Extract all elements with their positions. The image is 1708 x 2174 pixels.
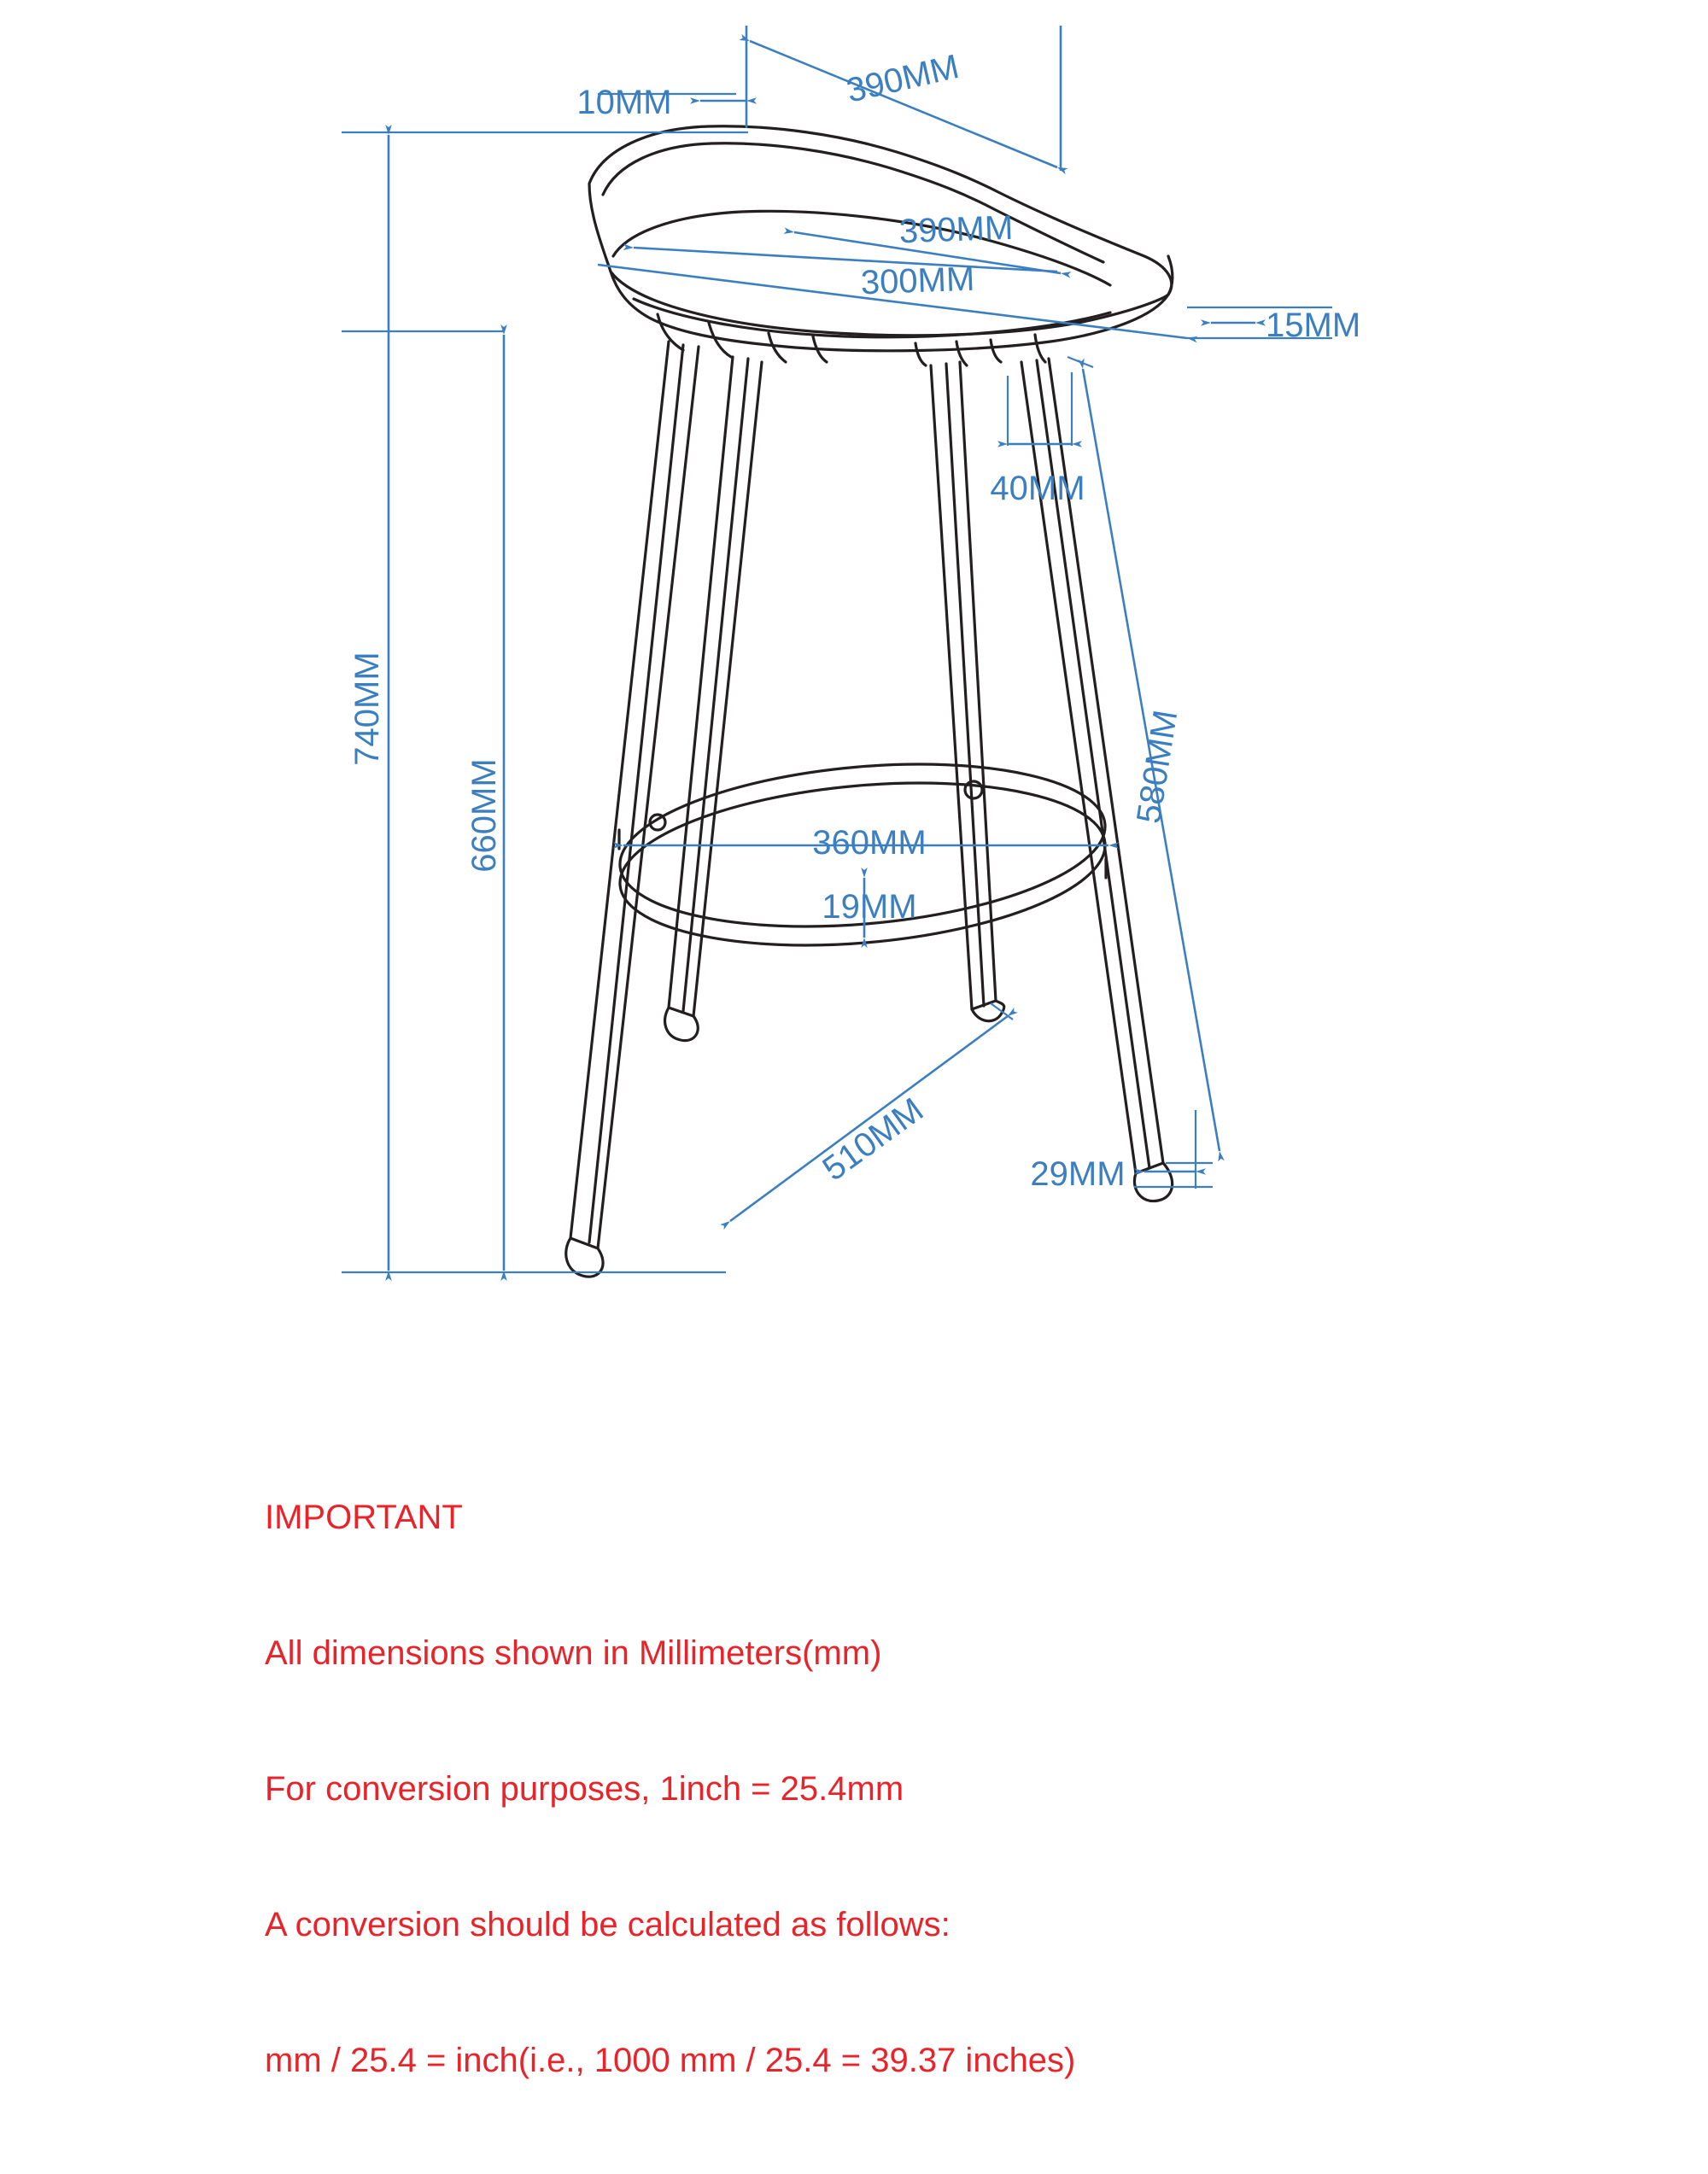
dimension-labels: [348, 48, 1360, 1193]
dim-seat-depth: 300MM: [860, 260, 975, 302]
notes-line-4: mm / 25.4 = inch(i.e., 1000 mm / 25.4 = 39.37 inches): [265, 2042, 1076, 2079]
dim-leg-top-spacing: 40MM: [990, 470, 1085, 507]
dim-overall-height: 740MM: [348, 652, 386, 766]
dim-leg-length: 580MM: [1129, 707, 1185, 827]
dim-seat-back-offset: 10MM: [576, 84, 672, 121]
notes-line-3: A conversion should be calculated as follows:: [265, 1906, 951, 1943]
notes-line-2: For conversion purposes, 1inch = 25.4mm: [265, 1770, 904, 1808]
dim-seat-height: 660MM: [465, 758, 503, 873]
dim-seat-thickness: 15MM: [1266, 307, 1361, 344]
important-notes-block: [265, 1405, 1375, 2174]
dimension-lines: [342, 26, 1332, 1272]
dim-footrest-diameter: 360MM: [812, 824, 927, 862]
dim-leg-foot-diameter: 29MM: [1030, 1155, 1126, 1193]
dim-leg-splay-span: 510MM: [816, 1090, 931, 1189]
dim-seat-diagonal-width: 390MM: [898, 208, 1014, 251]
notes-heading: IMPORTANT: [265, 1499, 463, 1536]
dim-footrest-ring-height: 19MM: [822, 888, 917, 926]
notes-line-1: All dimensions shown in Millimeters(mm): [265, 1634, 882, 1672]
dim-seat-top-width: 390MM: [843, 47, 963, 110]
